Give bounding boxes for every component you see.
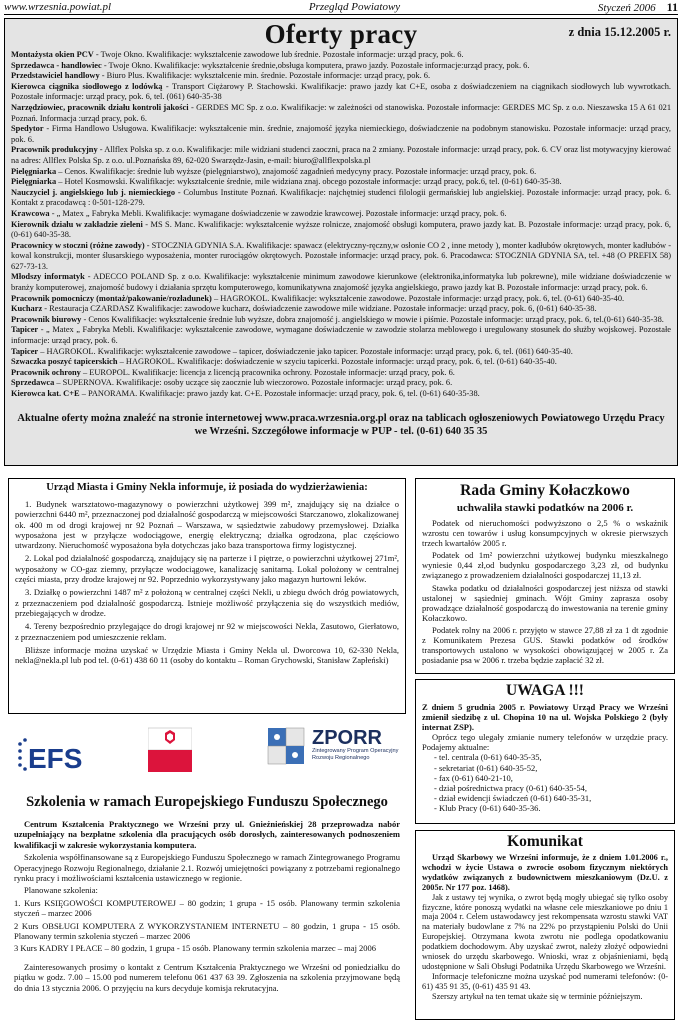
offer-details: - Restauracja CZARDASZ Kwalifikacje: zawodowe kucharz, doświadczenie zawodowe mile widziane. Pozostałe informacje: urząd pracy, pok. 6, (0-61) 640-35-38. (42, 304, 597, 314)
offer-position: Nauczyciel j. angielskiego lub j. niemieckiego (11, 187, 176, 197)
page-header (4, 0, 678, 15)
offer-item (11, 124, 671, 145)
offer-details: - „ Matex „ Fabryka Mebli. Kwalifikacje: wymagane doświadczenie w zawodzie krawcowej. Pozostałe informacje: urząd pracy, pok. 6. (49, 208, 507, 218)
szkolenia-p3: Zainteresowanych prosimy o kontakt z Centrum Kształcenia Praktycznego we Wrześni od poniedziałku do piątku w godz. 7.00 – 15.00 pod numerem telefonu 061 437 63 39. Zgłoszenia na szkolenia przyjmowane będą do dnia 13 stycznia 2006. O przyjęciu na kurs decyduje komisja rekrutacyjna. (14, 961, 400, 993)
offer-details: – EUROPOL. Kwalifikacje: licencja z licencją pracownika ochrony. Pozostałe informacje: urząd pracy, pok. 6. (80, 367, 455, 377)
offer-item (11, 347, 671, 358)
nekla-paragraph: Bliższe informacje można uzyskać w Urzędzie Miasta i Gminy Nekla ul. Dworcowa 10, 62-330 Nekla, nekla@nekla.pl lub pod tel. (0-61) 438 60 11 (osoby do kontaktu – Roman Grychowski, Stanisław Zapłeński) (15, 644, 399, 666)
szkolenia-p2: Planowane szkolenia: (24, 885, 98, 896)
offer-details: – PANORAMA. Kwalifikacje: prawo jazdy kat. C+E. Pozostałe informacje: urząd pracy, pok. 6, tel. (0-61) 640-35-38. (79, 389, 480, 398)
komunikat-notice (415, 830, 675, 1020)
offer-item (11, 220, 671, 241)
offer-position: Krawcowa (11, 208, 50, 218)
zporr-logo (266, 722, 406, 780)
offer-item (11, 378, 671, 389)
phone-item: - Klub Pracy (0-61) 640-35-36. (434, 802, 541, 813)
offer-position: Montażysta okien PCV (11, 50, 94, 59)
nekla-heading: Urząd Miasta i Gminy Nekla informuje, iż posiada do wydzierżawienia: (46, 482, 368, 493)
komunikat-paragraph: Jak z ustawy tej wynika, o zwrot będą mogły ubiegać się tylko osoby fizyczne, które ponoszą wydatki na własne cele mieszkaniowe po dniu 1 maja 2004 r. Celem ustawodawcy jest rekompensata wzrostu stawki VAT na materiały budowlane z 7% na 22% po przystąpieniu Polski do Unii Europejskiej. Otrzymana kwota zwrotu nie podlega opodatkowaniu podatkiem dochodowym. Aby uzyskać zwrot, należy złożyć odpowiedni wniosek do urzędu skarbowego. Wnioski, wraz z objaśnieniami, będą udostępnione w Sali Obsługi Podatnika Urzędu Skarbowego we Wrześni. (422, 892, 668, 971)
offer-position: Pracownicy w stoczni (różne zawody) (11, 240, 145, 250)
offer-item (11, 325, 671, 346)
phone-item: - sekretariat (0-61) 640-35-52, (434, 762, 538, 773)
phone-item: - dział pośrednictwa pracy (0-61) 640-35-54, (434, 782, 587, 793)
offer-details: – Hotel Kosmowski. Kwalifikacje: wykształcenie średnie, mile widziana znaj. obcego pozostałe informacje: urząd pracy, pok.6, tel. (0-61) 640-35-38. (56, 177, 562, 187)
offer-position: Kierowca kat. C+E (11, 389, 80, 398)
offer-position: Pracownik biurowy (11, 314, 82, 324)
offer-position: Pracownik ochrony (11, 367, 81, 377)
offer-details: – HAGROKOL. Kwalifikacje: wykształcenie zawodowe – tapicer, doświadczenie jako tapicer. Pozostałe informacje: urząd pracy, pok. 6, tel. (061) 640-35-40. (38, 346, 573, 356)
offer-item (11, 145, 671, 166)
phone-item: - tel. centrala (0-61) 640-35-35, (434, 752, 542, 763)
rada-gminy-article (415, 478, 675, 674)
rada-text (422, 518, 668, 665)
offer-position: Narzędziowiec, pracownik działu kontroli jakości (11, 102, 189, 112)
offer-position: Pielęgniarka (11, 166, 57, 176)
nekla-paragraph: 4. Tereny bezpośrednio przylegające do drogi krajowej nr 92 w miejscowości Nekla, Zasutowo, Gierłatowo, z przeznaczeniem pod umieszczenie reklam. (15, 621, 399, 642)
komunikat-paragraph: Informacje telefoniczne można uzyskać pod numerami telefonów: (0-61) 435 91 35, (0-61) 435 91 43. (422, 971, 668, 991)
offer-item (11, 50, 671, 61)
offer-item (11, 71, 671, 82)
polish-flag-emblem (148, 726, 192, 776)
szkolenia-p1: Szkolenia współfinansowane są z Europejskiego Funduszu Społecznego w ramach Zintegrowanego Programu Operacyjnego Rozwoju Regionalnego, działanie 2.1. Rozwój umiejętności powiązany z potrzebami regionalnego rynku pracy i możliwościami kształcenia ustawicznego w regionie. (14, 852, 400, 884)
phone-item: - fax (0-61) 640-21-10, (434, 772, 513, 783)
offer-item (11, 357, 671, 368)
uwaga-title: UWAGA !!! (506, 682, 584, 699)
nekla-paragraph: 2. Lokal pod działalność gospodarczą, znajdujący się na parterze i I piętrze, o powierzchni użytkowej 271m², wyposażony w CO-gaz ziemny, przyłącze wodociągowe, kanalizację sanitarną. Lokal położony w centralnej części miasta, przy drodze krajowej nr 92. Poprzednio wykorzystywany jako magazyn hurtowni leków. (15, 553, 399, 585)
offers-footer: Aktualne oferty można znaleźć na stronie internetowej www.praca.wrzesnia.org.pl oraz na tablicach ogłoszeniowych Powiatowego Urzędu Pracy we Wrześni. Szczegółowe informacje w PUP - tel. (0-61) 640 35 35 (17, 412, 665, 437)
course-list (14, 898, 400, 954)
offer-item (11, 241, 671, 273)
rada-paragraph: Podatek od 1m² powierzchni użytkowej budynku mieszkalnego wyniesie 0,44 zł,od budynku gospodarczego 3,23 zł, od budynku związanego z prowadzeniem działalności gospodarczej 11,13 zł. (422, 550, 668, 581)
offer-item (11, 294, 671, 305)
offer-details: - STOCZNIA GDYNIA S.A. Kwalifikacje: spawacz (elektryczny-ręczny,w osłonie CO 2 , inne metody ), monter kadłubów okrętowych, monter kadłubów - kowal konstrukcji, monter ślusarskiego wyposażenia, monter rurociągów okrętowych. Pozostałe informacje: urząd pracy, pok. 6. Pracodawca: STOCZNIA GDYNIA SA, tel. +48 (O PREFIX 58) 627-73-13. (11, 240, 671, 271)
offer-details: – HAGROKOL. Kwalifikacje: wykształcenie zawodowe. Pozostałe informacje: urząd pracy, pok. 6, tel. (0-61) 640-35-40. (211, 293, 625, 303)
offer-position: Kucharz (11, 304, 43, 314)
job-offers-box (4, 18, 678, 466)
komunikat-title: Komunikat (507, 833, 583, 850)
offer-position: Pracownik pomocniczy (montaż/pakowanie/rozładunek) (11, 293, 212, 303)
offer-item (11, 103, 671, 124)
nekla-text (15, 499, 399, 665)
offer-position: Kierownik działu w zakładzie zieleni (11, 219, 143, 229)
rada-paragraph: Podatek rolny na 2006 r. przyjęto w stawce 27,88 zł za 1 dt zgodnie z Komunikatem Prezesa GUS. Stawki podatków od środków transportowych ustalono w wysokości obowiązującej w 2005 r. Za posiadanie psa w 2006 r. trzeba będzie zapłacić 32 zł. (422, 624, 668, 666)
zporr-logo-subtitle: Zintegrowany Program Operacyjny Rozwoju Regionalnego (312, 748, 399, 761)
offers-date: z dnia 15.12.2005 r. (568, 25, 671, 39)
rada-title: Rada Gminy Kołaczkowo (460, 482, 630, 499)
szkolenia-article (8, 790, 406, 1020)
offer-details: - Biuro Plus. Kwalifikacje: wykształcenie min. średnie. Pozostałe informacje: urząd pracy, pok. 6. (99, 71, 431, 81)
offer-position: Pracownik produkcyjny (11, 145, 98, 155)
offer-position: Tapicer (11, 325, 39, 335)
site-url[interactable]: www.wrzesnia.powiat.pl (4, 1, 112, 13)
rada-paragraph: Stawka podatku od działalności gospodarczej jest niższa od stawki ustalonej w sąsiedniej gminach. Wójt Gminy zaprasza osoby prowadzące działalność gospodarczą do inwestowania na terenie gminy Kołaczkowo. (422, 582, 668, 623)
nekla-paragraph: 1. Budynek warsztatowo-magazynowy o powierzchni użytkowej 399 m², znajdujący się na działce o powierzchni 6440 m², przeznaczonej pod działalność gospodarczą w miejscowości Starczanowo, zlokalizowanej ok. 400 m od drogi krajowej nr 92 Poznań – Warszawa, w sąsiedztwie zabudowy przemysłowej. Działka wyposażona jest w przyłącze wodociągowe, energię elektryczną; działka ogrodzona, plac częściowo utwardzony. Nieruchomość wyposażona była dotychczas jako baza transportowa firmy logistycznej. (15, 499, 399, 551)
offer-details: - Allflex Polska sp. z o.o. Kwalifikacje: mile widziani studenci zaoczni, praca na 2 zmiany. Pozostałe informacje: urząd pracy, pok. 6. CV oraz list motywacyjny kierować na adres: Allflex Polska Sp. z o.o. ul.Poznańska 89, 62-020 Swarzędz-Jasin, e-mail: biuro@allflexpolska.pl (11, 145, 671, 165)
offer-position: Sprzedawca - handlowiec (11, 60, 102, 70)
offer-details: - GERDES MC Sp. z o.o. Kwalifikacje: w zależności od stanowiska. Pozostałe informacje: GERDES MC Sp. z o.o. Nieszawska 15 A 61 021 Poznań. Informacja :urząd pracy, pok. 6. (11, 102, 672, 123)
offer-position: Szwaczka poszyć tapicerskich (11, 357, 118, 367)
uwaga-notice (415, 679, 675, 824)
offer-position: Pielęgniarka (11, 177, 57, 187)
offers-list (11, 50, 671, 400)
efs-logo (14, 732, 104, 778)
nekla-notice (8, 478, 406, 714)
szkolenia-lead: Centrum Kształcenia Praktycznego we Wrześni przy ul. Gnieźnieńskiej 28 przeprowadza nabór uzupełniający na bezpłatne szkolenia dla pracujących osób dorosłych, zainteresowanych podnoszeniem kwalifikacji w zakresie wykorzystania komputera. (14, 819, 400, 850)
offer-details: – Cenos. Kwalifikacje: średnie lub wyższe (pielęgniarstwo), znajomość zagadnień medycyny pracy. Pozostałe informacje: urząd pracy, pok. 6. (56, 166, 537, 176)
offer-details: - „ Matex „ Fabryka Mebli. Kwalifikacje: wykształcenie zawodowe, wymagane doświadczenie w zawodzie stolarza meblowego i uregulowany stosunek do służby wojskowej. Pozostałe informacje: urząd pracy, pok. 6. (11, 325, 671, 346)
course-item: 1. Kurs KSIĘGOWOŚCI KOMPUTEROWEJ – 80 godzin; 1 grupa - 15 osób. Planowany termin szkolenia styczeń – marzec 2006 (14, 897, 400, 919)
offer-details: - Twoje Okno. Kwalifikacje: wykształcenie zawodowe lub średnie. Pozostałe informacje: urząd pracy, pok. 6. (93, 50, 464, 59)
offer-item (11, 177, 671, 188)
offer-details: - Transport Ciężarowy P. Stachowski. Kwalifikacje: prawo jazdy kat C+E, osoba z doświadczeniem na ciągnikach siodłowych lub wywrotkach. Pozostałe informacje: urząd pracy, pok. 6, tel. (061) 640-35-38 (11, 81, 671, 102)
offer-item (11, 188, 671, 209)
efs-logo-text: EFS (28, 743, 83, 774)
offer-item (11, 389, 671, 400)
offer-item (11, 167, 671, 178)
komunikat-text (422, 893, 668, 1002)
phone-list (422, 752, 668, 813)
offer-position: Młodszy informatyk (11, 272, 85, 282)
offer-details: - Columbus Institute Poznań. Kwalifikacje: najchętniej studenci filologii germańskiej lub angielskiej. Pozostałe informacje: urząd pracy, pok. 6. Kontakt z pracodawcą : 0-501-128-279. (11, 187, 671, 208)
nekla-paragraph: 3. Działkę o powierzchni 1487 m² z położoną w centralnej części Nekli, u zbiegu dwóch dróg powiatowych, z przeznaczeniem pod działalność gospodarczą. Istnieje możliwość przyłączenia się do wszystkich mediów, przebiegających w drodze. (15, 587, 399, 618)
offer-item (11, 368, 671, 379)
offer-details: - Cenos Kwalifikacje: wykształcenie średnie lub wyższe, dobra znajomość j. angielskiego w mowie i piśmie. Pozostałe informacje: urząd pracy, pok. 6, tel.(0-61) 640-35-38. (81, 314, 664, 324)
offer-position: Przedstawiciel handlowy (11, 71, 100, 81)
offer-item (11, 315, 671, 326)
offer-details: - Firma Handlowo Usługowa. Kwalifikacje: wykształcenie min. średnie, znajomość języka niemieckiego, doświadczenie na podobnym stanowisku. Pozostałe informacje: urząd pracy, pok. 6. (11, 124, 671, 144)
course-item: 3 Kurs KADRY I PŁACE – 80 godzin, 1 grupa - 15 osób. Planowany termin szkolenia marzec – maj 2006 (14, 943, 377, 954)
offer-details: - Twoje Okno. Kwalifikacje: wykształcenie średnie,obsługa komputera, prawo jazdy. Pozostałe informacje:urząd pracy, pok. 6. (101, 60, 530, 70)
offer-item (11, 272, 671, 293)
offer-item (11, 82, 671, 103)
offers-title: Oferty pracy (264, 19, 418, 49)
phone-item: - dział ewidencji świadczeń (0-61) 640-35-31, (434, 792, 592, 803)
rada-subtitle: uchwaliła stawki podatków na 2006 r. (456, 502, 634, 514)
offer-details: - MS S. Manc. Kwalifikacje: wykształcenie wyższe rolnicze, znajomość obsługi komputera, prawo jazdy kat. B. Pozostałe informacje: urząd pracy, pok. 6, (0-61) 640-35-38. (11, 219, 671, 240)
offer-item (11, 304, 671, 315)
komunikat-lead: Urząd Skarbowy we Wrześni informuje, że z dniem 1.01.2006 r., wchodzi w życie Ustawa o zwrocie osobom fizycznym niektórych wydatków związanych z budownictwem mieszkaniowym (Dz.U. z 2005r. Nr 177 poz. 1468). (422, 853, 668, 892)
offer-position: Kierowca ciągnika siodłowego z lodówką (11, 81, 163, 91)
offer-item (11, 61, 671, 72)
offer-details: – HAGROKOL. Kwalifikacje: doświadczenie w szyciu tapicerki. Pozostałe informacje: urząd pracy, pok. 6, tel. (0-61) 640-35-40. (117, 357, 557, 367)
offer-item (11, 209, 671, 220)
uwaga-lead: Z dniem 5 grudnia 2005 r. Powiatowy Urząd Pracy we Wrześni zmienił siedzibę z ul. Chopina 10 na ul. Wojska Polskiego 2 (były internat ZSP). (422, 702, 668, 733)
zporr-logo-text: ZPORR (312, 727, 382, 749)
offer-position: Sprzedawca (11, 378, 55, 388)
komunikat-paragraph: Szerszy artykuł na ten temat ukaże się w terminie późniejszym. (432, 991, 643, 1001)
offer-position: Tapicer (11, 346, 39, 356)
offer-position: Spedytor (11, 124, 44, 134)
issue-date: Styczeń 2006 11 (597, 0, 678, 14)
offer-details: - ADECCO POLAND Sp. z o.o. Kwalifikacje: wykształcenie minimum zawodowe kierunkowe (elektronika,informatyka lub pokrewne), mile widziane doświadczenie w branży komputerowej, znajomość budowy i działania sprzętu komputerowego, komunikatywna znajomość języka angielskiego, prawo jazdy kat B. Pozostałe informacje: urząd pracy, pok. 6. (11, 272, 671, 293)
paper-name: Przegląd Powiatowy (308, 1, 401, 13)
offer-details: – SUPERNOVA. Kwalifikacje: osoby uczące się zaocznie lub wieczorowo. Pozostałe informacje: urząd pracy, pok. 6. (54, 378, 453, 388)
course-item: 2 Kurs OBSŁUGI KOMPUTERA Z WYKORZYSTANIEM INTERNETU – 80 godzin, 1 grupa - 15 osób. Planowany termin szkolenia styczeń – marzec 2006 (14, 920, 400, 942)
szkolenia-title: Szkolenia w ramach Europejskiego Funduszu Społecznego (26, 794, 388, 810)
logos-row (8, 722, 406, 782)
page-number: 11 (666, 0, 678, 14)
rada-paragraph: Podatek od nieruchomości podwyższono o 2,5 % o wskaźnik wzrostu cen towarów i usług konsumpcyjnych w okresie pierwszych trzech kwartałów 2005 r. (422, 518, 668, 549)
uwaga-body: Oprócz tego ulegały zmianie numery telefonów w urzędzie pracy. Podajemy aktualne: (422, 732, 668, 753)
